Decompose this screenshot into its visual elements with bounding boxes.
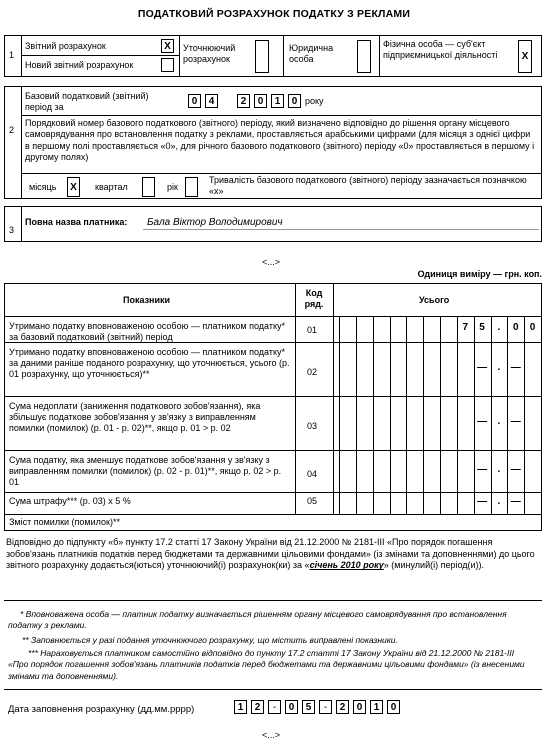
- date-digit[interactable]: -: [319, 700, 332, 714]
- digit-cell[interactable]: .: [497, 464, 501, 475]
- digit-grid-line: [491, 316, 492, 514]
- digit-cell[interactable]: —: [510, 362, 521, 373]
- digit-cell[interactable]: —: [477, 464, 488, 475]
- legal-note-period: січень 2010 року: [309, 560, 384, 571]
- legal-note-text: Відповідно до підпункту «б» пункту 17.2 статті 17 Закону України від 21.12.2000 № 2181-ІІІ «Про порядок погашення зобов'язань платників податків перед бюджетами та державними цільовими фондами» (із змінами та доповненнями) до цього звітного розрахунку додається(ються) уточнюючий(і) розрахунок(ки) за «: [6, 537, 535, 571]
- digit-cell[interactable]: —: [510, 416, 521, 427]
- date-digit[interactable]: -: [268, 700, 281, 714]
- report-label: Звітний розрахунок: [25, 41, 106, 51]
- digit-cell[interactable]: .: [497, 416, 501, 427]
- quarter-label: квартал: [95, 182, 128, 192]
- new-report-checkbox[interactable]: [161, 58, 174, 72]
- digit-cell[interactable]: 0: [529, 322, 536, 333]
- year-checkbox[interactable]: [185, 177, 198, 197]
- digit-cell[interactable]: .: [497, 322, 501, 333]
- month-label: місяць: [29, 182, 57, 192]
- individual-checkbox[interactable]: X: [518, 40, 532, 73]
- table-row-04-text: Сума податку, яка зменшує податкове зобов'язання у зв'язку з виправленням помилки (помилок) (р. 02 - р. 01)**, якщо р. 02 > р. 01: [9, 455, 282, 487]
- section-2-number: 2: [9, 125, 15, 135]
- report-checkbox[interactable]: X: [161, 39, 174, 53]
- year-digit[interactable]: 1: [271, 94, 284, 108]
- table-row-04-code: 04: [307, 469, 318, 479]
- year-digit[interactable]: 0: [288, 94, 301, 108]
- new-report-label: Новий звітний розрахунок: [25, 60, 134, 70]
- individual-label: Фізична особа — суб'єкт підприємницької діяльності: [383, 39, 498, 60]
- date-digit[interactable]: 0: [285, 700, 298, 714]
- digit-grid-line: [474, 316, 475, 514]
- ellipsis-bottom: <...>: [262, 730, 281, 740]
- legal-note: [6, 537, 542, 572]
- year-digit[interactable]: 2: [237, 94, 250, 108]
- date-cells: [234, 700, 414, 716]
- month-digit[interactable]: 4: [205, 94, 218, 108]
- digit-grid-line: [339, 316, 340, 514]
- date-digit[interactable]: 2: [251, 700, 264, 714]
- digit-grid-line: [356, 316, 357, 514]
- date-digit[interactable]: 0: [353, 700, 366, 714]
- digit-cell[interactable]: 7: [462, 322, 469, 333]
- col-header-total: Усього: [419, 295, 450, 305]
- section-1-number: 1: [9, 50, 15, 60]
- date-digit[interactable]: 1: [370, 700, 383, 714]
- digit-cell[interactable]: —: [477, 496, 488, 507]
- table-row-05-text: Сума штрафу*** (р. 03) х 5 %: [9, 496, 131, 506]
- table-row-02-text: Утримано податку вповноваженою особою — платником податку* за даними раніше поданого розрахунку, що уточнюється, усього (р. 01 розрахунку, що уточнюється)**: [9, 347, 290, 379]
- digit-cell[interactable]: 0: [512, 322, 519, 333]
- legal-note-text-end: » (минулий(і) період(и)).: [383, 560, 485, 571]
- digit-cell[interactable]: —: [477, 362, 488, 373]
- legal-entity-label: Юридична особа: [289, 43, 334, 64]
- base-period-label: Базовий податковий (звітний) період за: [25, 91, 149, 112]
- year-word: року: [305, 96, 324, 106]
- section-3-number: 3: [9, 225, 15, 235]
- date-digit[interactable]: 0: [387, 700, 400, 714]
- date-label: Дата заповнення розрахунку (дд.мм.рррр): [8, 704, 195, 715]
- table-row-05-code: 05: [307, 496, 318, 506]
- digit-grid-line: [524, 316, 525, 514]
- footnote-2: ** Заповнюється у разі подання уточнюючого розрахунку, що містить виправлені показники.: [22, 635, 398, 645]
- digit-grid-line: [457, 316, 458, 514]
- digit-grid-line: [440, 316, 441, 514]
- section-2: [4, 86, 542, 199]
- col-header-code: Код ряд.: [304, 288, 324, 309]
- digit-cell[interactable]: .: [497, 362, 501, 373]
- section-3: [4, 206, 542, 242]
- digit-cell[interactable]: —: [510, 464, 521, 475]
- payer-name-label: Повна назва платника:: [25, 217, 128, 227]
- period-note: Порядковий номер базового податкового (звітного) періоду, який визначено відповідно до рішення органу місцевого самоврядування про встановлення податку з реклами, проставляється арабськими цифрами (для місяця з однієї цифри в першому полі проставляється «0», для річного базового податкового (звітного) періоду «0» проставляється в першому і другому полях): [25, 118, 535, 162]
- digit-grid-line: [507, 316, 508, 514]
- month-checkbox[interactable]: X: [67, 177, 80, 197]
- clarify-label: Уточнюючий розрахунок: [183, 43, 236, 64]
- legal-entity-checkbox[interactable]: [357, 40, 371, 73]
- digit-grid-line: [423, 316, 424, 514]
- ellipsis-top: <...>: [262, 257, 281, 267]
- section-1: [4, 35, 542, 77]
- digit-grid: [339, 316, 541, 514]
- date-digit[interactable]: 2: [336, 700, 349, 714]
- table-row-06-text: Зміст помилки (помилок)**: [9, 517, 120, 527]
- footnote-3: *** Нараховується платником самостійно відповідно до пункту 17.2 статті 17 Закону України від 21.12.2000 № 2181-ІІІ «Про порядок погашення зобов'язань платників податків перед бюджетами та державними цільовими фондами» (із внесеними змінами та доповненнями).: [8, 648, 525, 681]
- digit-cell[interactable]: —: [477, 416, 488, 427]
- clarify-checkbox[interactable]: [255, 40, 269, 73]
- payer-name-value[interactable]: Бала Віктор Володимирович: [147, 217, 283, 228]
- digit-grid-line: [390, 316, 391, 514]
- indicators-table: [4, 283, 542, 531]
- footnotes-box: [4, 600, 542, 690]
- quarter-checkbox[interactable]: [142, 177, 155, 197]
- duration-note: Тривалість базового податкового (звітного) періоду зазначається позначкою «х»: [209, 175, 527, 196]
- footnote-1: * Вповноважена особа — платник податку визначається рішенням органу місцевого самоврядування про встановлення податку з реклами.: [8, 609, 507, 631]
- digit-cell[interactable]: .: [497, 496, 501, 507]
- date-digit[interactable]: 1: [234, 700, 247, 714]
- col-header-indicators: Показники: [123, 295, 171, 305]
- unit-label: Одиниця виміру — грн. коп.: [417, 269, 542, 279]
- table-row-03-text: Сума недоплати (заниження податкового зобов'язання), яка збільшує податкове зобов'язання у зв'язку з виправленням помилки (помилок) (р. 01 - р. 02)**, якщо р. 01 > р. 02: [9, 401, 261, 433]
- document-title: ПОДАТКОВИЙ РОЗРАХУНОК ПОДАТКУ З РЕКЛАМИ: [137, 8, 411, 20]
- digit-grid-line: [373, 316, 374, 514]
- table-row-02-code: 02: [307, 367, 318, 377]
- table-row-03-code: 03: [307, 421, 318, 431]
- digit-grid-line: [406, 316, 407, 514]
- table-row-01-text: Утримано податку вповноваженою особою — платником податку* за базовий податковий (звітний) період: [9, 321, 286, 342]
- year-digit[interactable]: 0: [254, 94, 267, 108]
- date-digit[interactable]: 5: [302, 700, 315, 714]
- month-digit[interactable]: 0: [188, 94, 201, 108]
- year-label: рік: [167, 182, 178, 192]
- digit-cell[interactable]: 5: [479, 322, 485, 333]
- table-row-01-code: 01: [307, 325, 318, 335]
- digit-cell[interactable]: —: [510, 496, 521, 507]
